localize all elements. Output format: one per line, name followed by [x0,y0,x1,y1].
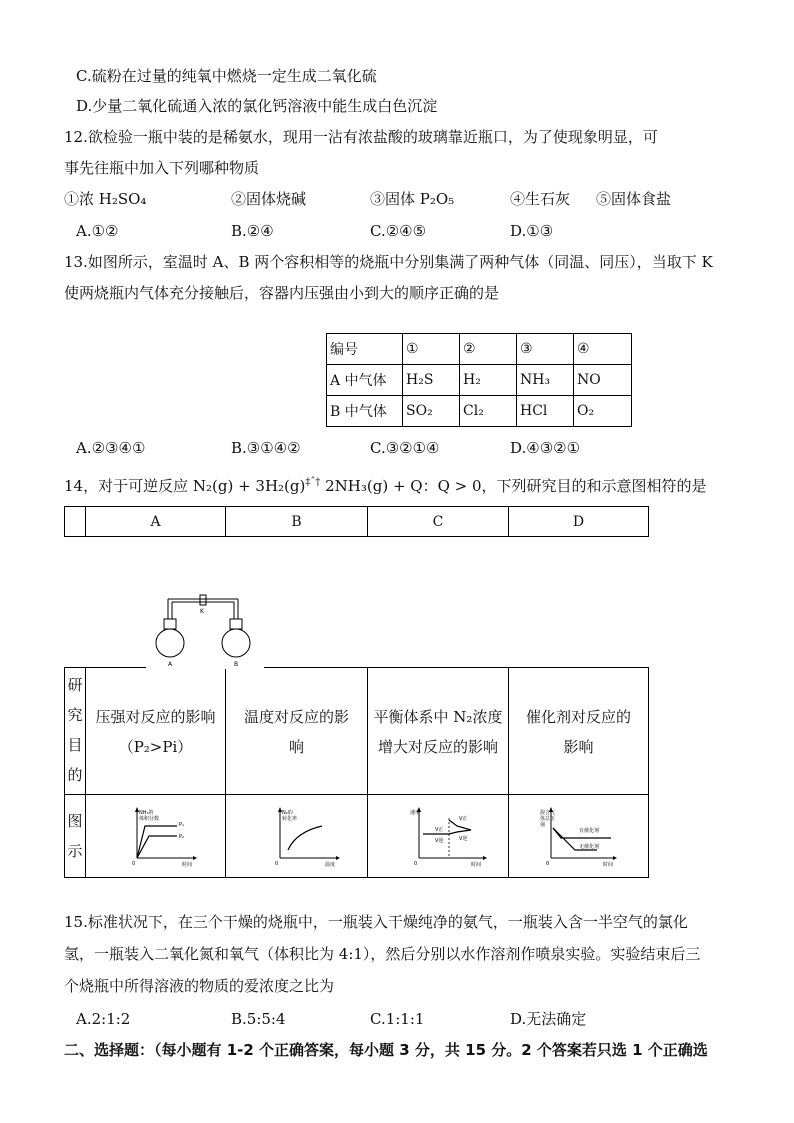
column-b-label: B [291,514,302,530]
q15-option-d: D.无法确定 [510,1010,587,1028]
q12-item-2: ②固体烧碱 [231,190,307,208]
divider [225,668,226,877]
table-cell: NH₃ [517,365,574,396]
q12-items [64,189,764,209]
q14-stem [64,473,707,496]
row-label-char: 目 [67,736,83,754]
q13-option-c: C.③②①④ [370,439,440,457]
q13-options [76,438,726,458]
clamp-k-icon [200,595,206,605]
v-forward-label-2: V正 [459,816,468,822]
x-label: 时间 [603,862,614,868]
without-catalyst-label: 无催化剂 [579,844,600,850]
y-label-2: 转化率 [282,816,298,822]
q12-options [76,221,726,241]
table-cell: ② [460,334,517,365]
row-label-char: 的 [67,766,83,784]
purpose-d-line2: 影响 [563,738,594,756]
purpose-a [86,702,225,762]
q12-option-d: D.①③ [510,222,554,240]
purpose-b-line2: 响 [288,738,304,756]
q13-option-a: A.②③④① [76,439,146,457]
origin-label: 0 [275,861,279,867]
origin-label: 0 [132,861,136,867]
figure-background [146,659,264,669]
q15-stem-line2: 氢，一瓶装入二氧化氮和氧气（体积比为 4:1），然后分别以水作溶剂作喷泉实验。实验结束后三 [64,945,701,963]
p2-label: P₂ [179,834,185,840]
q14-stem-after: 2NH₃(g) + Q：Q > 0，下列研究目的和示意图相符的是 [320,477,707,495]
q11-option-d: D.少量二氧化硫通入浓的氯化钙溶液中能生成白色沉淀 [76,97,438,115]
column-d-label: D [572,514,585,530]
row-label-purpose [67,670,83,790]
q13-stem-line2: 使两烧瓶内气体充分接触后，容器内压强由小到大的顺序正确的是 [64,284,500,302]
row-label-char: 究 [67,706,83,724]
v-forward-label: V正 [435,827,444,833]
purpose-c-line2: 增大对反应的影响 [377,738,498,756]
q12-option-c: C.②④⑤ [370,222,427,240]
y-label-3: 强 [540,822,546,828]
flask-a-label: A [168,661,173,668]
y-label-1: NH₃的 [139,810,154,816]
table-cell: ③ [517,334,574,365]
q13-option-d: D.④③②① [510,439,581,457]
q12-option-a: A.①② [76,222,119,240]
q12-stem-line1: 12.欲检验一瓶中装的是稀氨水，现用一沾有浓盐酸的玻璃靠近瓶口，为了使现象明显，可 [64,128,658,146]
y-label: 速率 [410,810,421,816]
q12-item-5: ⑤固体食盐 [596,190,672,208]
chart-b-temperature [270,806,340,868]
x-label: 时间 [182,862,193,868]
table-cell: H₂ [460,365,517,396]
curve-p1 [137,826,177,858]
column-c-label: C [432,514,444,530]
chart-c-rate [409,806,489,868]
divider [85,668,86,877]
q15-option-b: B.5:5:4 [231,1010,286,1028]
purpose-d-line1: 催化剂对反应的 [525,708,631,726]
table-cell: 编号 [327,334,403,365]
purpose-c [368,702,508,762]
purpose-a-line1: 压强对反应的影响 [95,708,216,726]
y-label-1: 混合气 [540,810,556,816]
q13-gas-table [326,333,632,427]
chart-a-pressure [127,806,197,868]
divider [65,794,648,795]
table-cell: H₂S [403,365,460,396]
q14-table [64,667,649,878]
row-label-chart [67,806,83,866]
q15-options [76,1009,726,1029]
v-reverse-label-2: V逆 [459,836,468,842]
table-cell: A 中气体 [327,365,403,396]
column-a-label: A [150,514,161,530]
q13-option-b: B.③①④② [231,439,301,457]
q12-option-b: B.②④ [231,222,274,240]
v-reverse-after [449,830,471,834]
clamp-k-label: K [200,608,204,615]
y-label-2: 体总压 [540,816,556,822]
q15-stem-line1: 15.标准状况下，在三个干燥的烧瓶中，一瓶装入干燥纯净的氨气，一瓶装入含一半空气的氯化 [64,913,688,931]
conversion-curve [288,826,322,850]
row-label-char: 研 [67,676,83,694]
flask-a-neck [164,619,176,629]
purpose-b [226,702,367,762]
with-catalyst-label: 有催化剂 [579,828,600,834]
q15-option-c: C.1:1:1 [370,1010,425,1028]
table-cell: NO [574,365,632,396]
flask-b-label: B [234,661,239,668]
table-row [327,334,632,365]
flask-b-neck [230,619,242,629]
purpose-c-line1: 平衡体系中 N₂浓度 [373,708,503,726]
purpose-d [509,702,648,762]
x-axis-arrow-icon [613,856,617,860]
table-cell: O₂ [574,396,632,427]
q12-stem-line2: 事先往瓶中加入下列哪种物质 [64,159,260,177]
purpose-a-line2: （P₂>Pi） [118,738,193,756]
q14-header-row [64,506,649,537]
x-axis-arrow-icon [193,856,197,860]
table-cell: HCl [517,396,574,427]
table-cell: B 中气体 [327,396,403,427]
x-label: 温度 [325,862,336,868]
flask-a-icon [156,629,184,657]
q12-item-4: ④生石灰 [510,190,571,208]
y-label-1: N₂的 [282,810,293,816]
q12-item-3: ③固体 P₂O₅ [370,190,455,208]
v-reverse-label: V逆 [435,838,444,844]
q14-stem-before: 14，对于可逆反应 N₂(g) + 3H₂(g) [64,477,306,495]
table-row [327,396,632,427]
x-axis-arrow-icon [336,856,340,860]
row-label-char: 图 [67,812,83,830]
flask-apparatus-figure [146,589,264,669]
row-label-char: 示 [67,842,83,860]
origin-label: 0 [546,861,550,867]
y-label-2: 体积分数 [139,816,160,822]
q15-option-a: A.2:1:2 [76,1010,131,1028]
q15-stem-line3: 个烧瓶中所得溶液的物质的爱浓度之比为 [64,977,335,995]
q13-stem-line1: 13.如图所示，室温时 A、B 两个容积相等的烧瓶中分别集满了两种气体（同温、同压），当取下 K [64,253,713,271]
purpose-b-line1: 温度对反应的影 [243,708,349,726]
table-cell: SO₂ [403,396,460,427]
divider [367,668,368,877]
p1-label: P₁ [179,822,185,828]
table-row [327,365,632,396]
equilibrium-arrow-icon: ‡ˆ† [305,477,321,488]
divider [508,668,509,877]
q11-option-c: C.硫粉在过量的纯氧中燃烧一定生成二氧化硫 [76,67,377,85]
table-cell: ① [403,334,460,365]
section-2-heading: 二、选择题：（每小题有 1-2 个正确答案，每小题 3 分，共 15 分。2 个答案若只选 1 个正确选 [64,1041,708,1059]
chart-d-catalyst [539,806,619,868]
flask-b-icon [222,629,250,657]
table-cell: Cl₂ [460,396,517,427]
curve-p2 [137,836,177,858]
table-cell: ④ [574,334,632,365]
x-axis-arrow-icon [483,856,487,860]
origin-label: 0 [414,861,418,867]
q12-item-1: ①浓 H₂SO₄ [64,190,147,208]
x-label: 时间 [471,862,482,868]
